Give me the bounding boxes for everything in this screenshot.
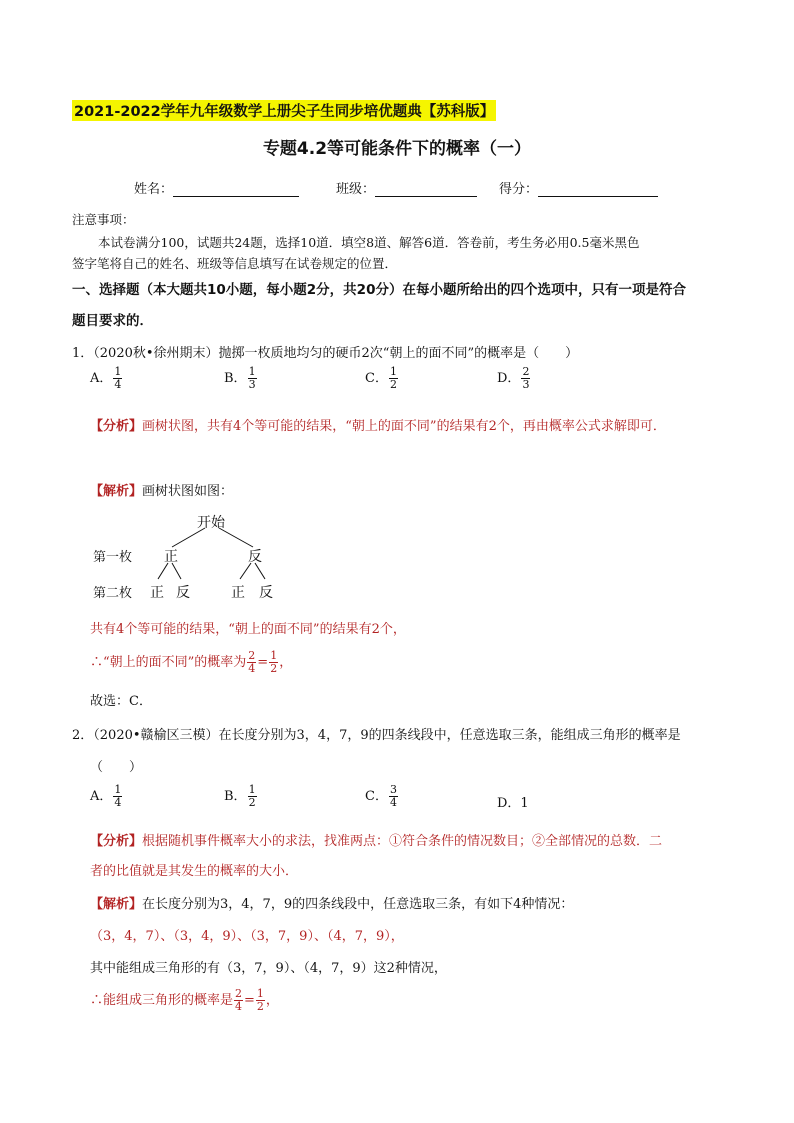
q2-stem: 2．（2020•赣榆区三模）在长度分别为3，4，7，9的四条线段中，任意选取三条，能组成三角形的概率是: [72, 728, 681, 743]
q2-option-b: [224, 784, 258, 809]
q1-prob-fraction-2: $\frac{1}{2}$: [270, 649, 278, 675]
tree-row-2-label: 第二枚: [93, 586, 133, 601]
q1-option-d-letter: D．: [497, 371, 521, 386]
q2-option-b-letter: B．: [224, 789, 247, 804]
q2-option-a: [90, 784, 123, 809]
section-heading-line-1: 一、选择题（本大题共10小题，每小题2分，共20分）在每小题所给出的四个选项中，只有一项是符合: [72, 282, 686, 298]
q2-analysis-text-1: 根据随机事件概率大小的求法，找准两点：①符合条件的情况数目；②全部情况的总数．二: [142, 834, 663, 849]
q2-analysis-line-1: [90, 830, 662, 849]
q2-option-c-letter: C．: [365, 789, 388, 804]
q1-solution-text: 画树状图如图：: [142, 484, 234, 499]
q1-option-b-fraction: $\frac{1}{3}$: [248, 365, 256, 391]
q1-solution-tag: 【解析】: [90, 484, 143, 499]
q1-option-c-fraction: $\frac{1}{2}$: [389, 365, 397, 391]
tree-node-zheng: 正: [164, 549, 178, 565]
q2-solution: [90, 893, 573, 912]
tree-leaf: 正: [231, 585, 245, 601]
q1-analysis-tag: 【分析】: [90, 419, 143, 434]
q2-solution-tag: 【解析】: [90, 897, 143, 912]
q1-analysis-text: 画树状图，共有4个等可能的结果，“朝上的面不同”的结果有2个，再由概率公式求解即可．: [142, 419, 666, 434]
q1-option-d-fraction: $\frac{2}{3}$: [522, 365, 530, 391]
class-label: 班级：: [336, 182, 376, 197]
q2-prob-equals: =: [244, 993, 255, 1008]
q1-option-a-fraction: $\frac{1}{4}$: [114, 365, 122, 391]
q2-option-c-fraction: $\frac{3}{4}$: [389, 783, 397, 809]
notice-line-1: 本试卷满分100，试题共24题，选择10道．填空8道、解答6道．答卷前，考生务必用0.5毫米黑色: [98, 235, 640, 250]
q2-analysis-line-2: 者的比值就是其发生的概率的大小．: [90, 864, 299, 879]
q2-option-a-letter: A．: [90, 789, 113, 804]
q2-analysis-tag: 【分析】: [90, 834, 143, 849]
tree-node-fan: 反: [248, 549, 262, 565]
page-title: 专题4.2等可能条件下的概率（一）: [262, 139, 532, 159]
q2-solution-text: 在长度分别为3，4，7，9的四条线段中，任意选取三条，有如下4种情况：: [142, 897, 574, 912]
q1-answer: 故选：C．: [90, 694, 152, 709]
q2-option-c: [365, 784, 399, 809]
q2-valid-cases: 其中能组成三角形的有（3，7，9）、（4，7，9）这2种情况，: [90, 961, 447, 976]
notice-line-2: 签字笔将自己的姓名、班级等信息填写在试卷规定的位置．: [72, 256, 398, 271]
q2-option-d: D．1: [497, 796, 529, 811]
score-label: 得分：: [499, 182, 539, 197]
q1-prob-equals: =: [257, 655, 269, 670]
q2-probability: ∴能组成三角形的概率是 $\frac{2}{4}$ = $\frac{1}{2}$ ，: [90, 987, 279, 1013]
tree-row-1-label: 第一枚: [93, 550, 133, 565]
notice-heading: 注意事项：: [72, 212, 135, 227]
series-heading: 2021-2022学年九年级数学上册尖子生同步培优题典【苏科版】: [72, 100, 496, 121]
q2-prob-fraction-1: $\frac{2}{4}$: [235, 987, 243, 1013]
q1-prob-prefix: ∴“朝上的面不同”的概率为: [90, 655, 247, 670]
q1-probability: ∴“朝上的面不同”的概率为 $\frac{2}{4}$ = $\frac{1}{2}$ ，: [90, 649, 293, 675]
q1-option-c-letter: C．: [365, 371, 388, 386]
section-heading-line-2: 题目要求的．: [72, 313, 153, 329]
q1-result-line: 共有4个等可能的结果，“朝上的面不同”的结果有2个，: [90, 622, 406, 637]
q2-prob-fraction-2: $\frac{1}{2}$: [256, 987, 264, 1013]
name-label: 姓名：: [134, 182, 174, 197]
tree-leaf: 正: [150, 585, 164, 601]
tree-leaf: 反: [259, 585, 273, 601]
q1-option-a-letter: A．: [90, 371, 113, 386]
tree-leaf: 反: [176, 585, 190, 601]
q2-paren: （ ）: [90, 760, 143, 775]
q1-stem: 1．（2020秋•徐州期末）抛掷一枚质地均匀的硬币2次“朝上的面不同”的概率是（ ）: [72, 346, 579, 361]
q1-option-b-letter: B．: [224, 371, 247, 386]
q1-prob-fraction-1: $\frac{2}{4}$: [248, 649, 256, 675]
q2-option-b-fraction: $\frac{1}{2}$: [248, 783, 256, 809]
q2-option-a-fraction: $\frac{1}{4}$: [114, 783, 122, 809]
q2-prob-prefix: ∴能组成三角形的概率是: [90, 993, 234, 1008]
q2-cases: （3，4，7）、（3，4，9）、（3，7，9）、（4，7，9），: [90, 929, 404, 944]
tree-root: 开始: [197, 515, 225, 531]
